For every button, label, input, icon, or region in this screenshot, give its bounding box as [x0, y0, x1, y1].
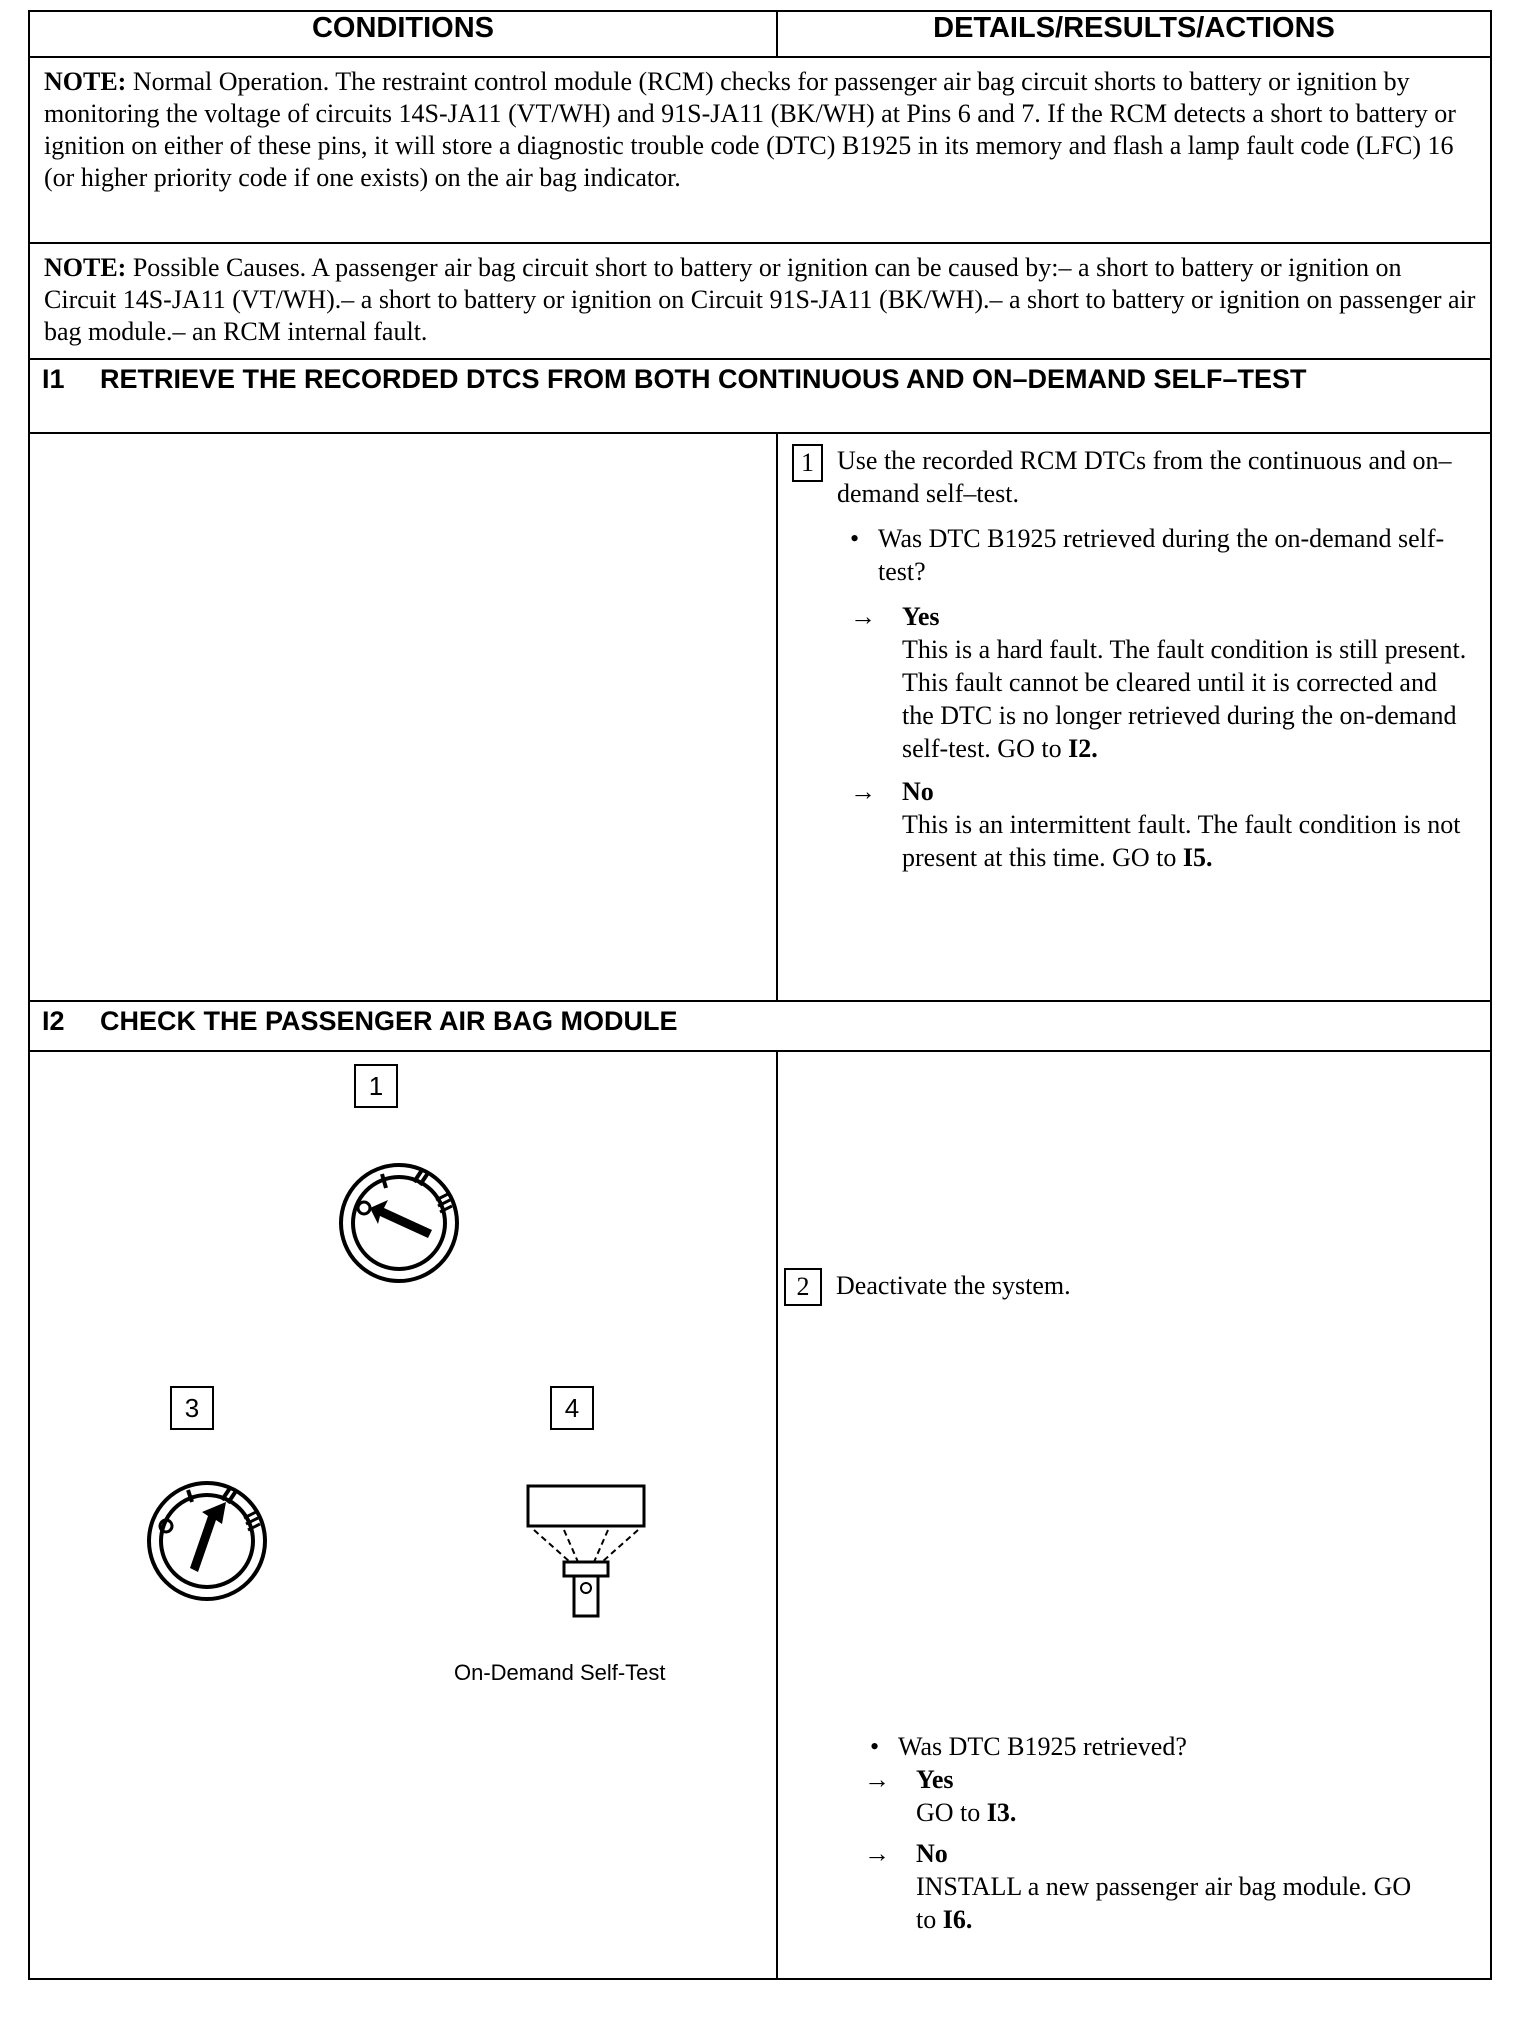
note-label: NOTE:	[44, 253, 127, 282]
no-text: This is an intermittent fault. The fault condition is not present at this time. GO to	[902, 810, 1461, 872]
yes-label: Yes	[902, 602, 940, 631]
no-branch	[850, 775, 1470, 874]
no-goto-link[interactable]: I6.	[942, 1905, 973, 1934]
step-i2-heading	[29, 1001, 1491, 1051]
action-number-box: 2	[784, 1268, 822, 1306]
ignition-switch-off-icon	[334, 1158, 464, 1288]
note-label: NOTE:	[44, 67, 127, 96]
step-number: I2	[42, 1006, 65, 1036]
yes-branch	[850, 600, 1470, 765]
arrow-right-icon: →	[864, 1765, 890, 1794]
step-i1-header-row	[29, 359, 1491, 433]
diagnostic-procedure-page	[28, 10, 1490, 1980]
action-number-box: 1	[792, 444, 823, 482]
ignition-switch-run-icon	[142, 1476, 272, 1606]
note-text: Normal Operation. The restraint control module (RCM) checks for passenger air bag circuit shorts to battery or ignition by monitoring the voltage of circuits 14S-JA11 (VT/WH) and 91S-JA11 (BK/WH) at Pins 6 and 7. If the RCM detects a short to battery or ignition on either of these pins, it will store a diagnostic trouble code (DTC) B1925 in its memory and flash a lamp fault code (LFC) 16 (or higher priority code if one exists) on the air bag indicator.	[44, 67, 1456, 192]
no-goto-link[interactable]: I5.	[1182, 843, 1213, 872]
pinpoint-test-table	[28, 10, 1492, 1980]
note-possible-causes-row	[29, 243, 1491, 359]
yes-text: This is a hard fault. The fault condition is still present. This fault cannot be cleared until it is corrected and the DTC is no longer retrieved during the on-demand self-test. GO to	[902, 635, 1467, 763]
arrow-right-icon: →	[850, 602, 876, 631]
question-bullet	[870, 1730, 1430, 1763]
conditions-header: CONDITIONS	[29, 11, 777, 57]
yes-goto-link[interactable]: I3.	[986, 1798, 1017, 1827]
details-header: DETAILS/RESULTS/ACTIONS	[777, 11, 1491, 57]
step-i2-header-row	[29, 1001, 1491, 1051]
yes-goto-link[interactable]: I2.	[1068, 734, 1098, 763]
question-text: Was DTC B1925 retrieved during the on-demand self-test?	[878, 524, 1445, 586]
figure-number-box: 3	[170, 1386, 214, 1430]
no-label: No	[916, 1839, 948, 1868]
note-normal-operation-row	[29, 57, 1491, 243]
arrow-right-icon: →	[850, 777, 876, 806]
step-i1-actions-cell	[777, 433, 1491, 1001]
step-i2-body-row	[29, 1051, 1491, 1979]
action-text: Use the recorded RCM DTCs from the continuous and on–demand self–test.	[837, 446, 1452, 508]
table-header-row	[29, 11, 1491, 57]
yes-branch	[864, 1763, 1430, 1829]
no-text: INSTALL a new passenger air bag module. GO to	[916, 1872, 1412, 1934]
yes-label: Yes	[916, 1765, 954, 1794]
step-i1-conditions-cell	[29, 433, 777, 1001]
step-number: I1	[42, 364, 65, 394]
scan-tool-icon	[524, 1482, 648, 1622]
note-possible-causes	[29, 243, 1491, 359]
step-title: CHECK THE PASSENGER AIR BAG MODULE	[100, 1006, 678, 1036]
step-i2-actions-cell	[777, 1051, 1491, 1979]
figure-caption: On-Demand Self-Test	[454, 1660, 666, 1685]
note-text: Possible Causes. A passenger air bag circuit short to battery or ignition can be caused by:– a short to battery or ignition on Circuit 14S-JA11 (VT/WH).– a short to battery or ignition on Circuit 91S-JA11 (BK/WH).– a short to battery or ignition on passenger air bag module.– an RCM internal fault.	[44, 253, 1476, 346]
step-i2-conditions-cell	[29, 1051, 777, 1979]
arrow-right-icon: →	[864, 1839, 890, 1868]
figure-number-box: 1	[354, 1064, 398, 1108]
yes-text: GO to	[916, 1798, 981, 1827]
note-normal-operation	[29, 57, 1491, 243]
step-i1-heading	[29, 359, 1491, 433]
action-text: Deactivate the system.	[836, 1271, 1071, 1300]
step-i1-body-row	[29, 433, 1491, 1001]
no-label: No	[902, 777, 934, 806]
figure-number-box: 4	[550, 1386, 594, 1430]
question-text: Was DTC B1925 retrieved?	[898, 1732, 1187, 1761]
no-branch	[864, 1837, 1430, 1936]
step-title: RETRIEVE THE RECORDED DTCS FROM BOTH CONTINUOUS AND ON–DEMAND SELF–TEST	[100, 364, 1307, 394]
question-bullet	[850, 522, 1470, 588]
action-item	[784, 1268, 1071, 1306]
action-item	[792, 444, 1470, 510]
